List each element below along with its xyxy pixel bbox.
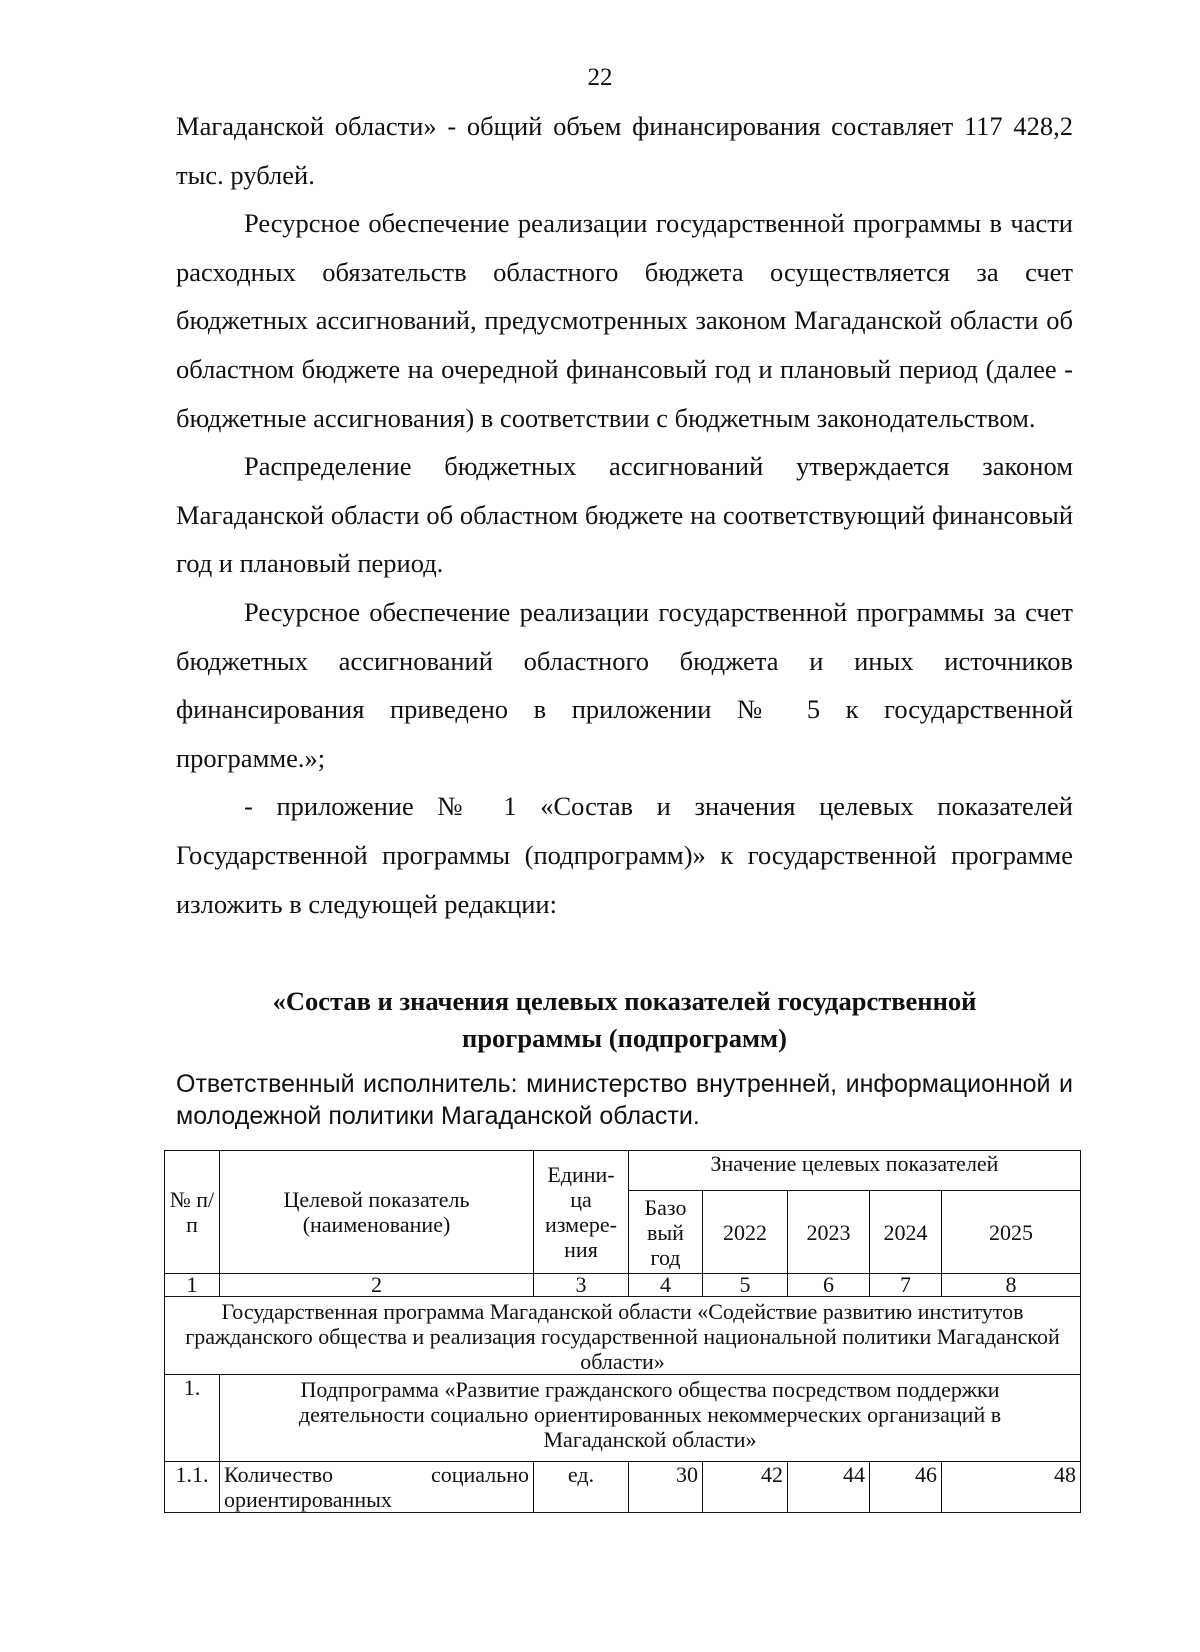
header-unit: Едини-ца измере-ния (534, 1151, 629, 1274)
row-value-2023: 44 (788, 1462, 870, 1513)
header-year: 2024 (870, 1191, 942, 1274)
header-year: 2025 (942, 1191, 1081, 1274)
header-year: 2023 (788, 1191, 870, 1274)
header-indicator: Целевой показатель (наименование) (220, 1151, 534, 1274)
page-number: 22 (587, 64, 613, 91)
header-year: 2022 (703, 1191, 788, 1274)
row-value-2022: 42 (703, 1462, 788, 1513)
responsible-executor: Ответственный исполнитель: министерство внутренней, информационной и молодежной политики Магаданской области. (176, 1070, 1073, 1130)
row-value-2024: 46 (870, 1462, 942, 1513)
row-value-2025: 48 (942, 1462, 1081, 1513)
section-title-line: «Состав и значения целевых показателей государственной (272, 986, 977, 1016)
header-base-year: Базо вый год (629, 1191, 703, 1274)
subprogram-number: 1. (165, 1375, 220, 1462)
row-indicator (220, 1462, 534, 1513)
paragraph: - приложение № 1 «Состав и значения целевых показателей Государственной программы (подпрограмм)» к государственной программе изложить в следующей редакции: (176, 791, 1073, 919)
indicator-text: социально (430, 1462, 529, 1487)
row-base-value: 30 (629, 1462, 703, 1513)
paragraph: Магаданской области» - общий объем финансирования составляет 117 428,2 тыс. рублей. (176, 111, 1073, 190)
section-title-line: программы (подпрограмм) (462, 1023, 787, 1053)
indicators-table (164, 1150, 1081, 1513)
paragraph: Распределение бюджетных ассигнований утверждается законом Магаданской области об областном бюджете на соответствующий финансовый год и плановый период. (176, 451, 1073, 579)
column-number: 2 (220, 1274, 534, 1297)
body-text (176, 102, 1073, 928)
indicator-text: ориентированных (224, 1487, 392, 1512)
header-values-group: Значение целевых показателей (629, 1151, 1081, 1191)
column-number: 4 (629, 1274, 703, 1297)
column-number: 3 (534, 1274, 629, 1297)
column-number: 5 (703, 1274, 788, 1297)
column-number: 6 (788, 1274, 870, 1297)
indicator-text: Количество (224, 1462, 334, 1487)
column-number: 7 (870, 1274, 942, 1297)
row-unit: ед. (534, 1462, 629, 1513)
header-number: № п/п (165, 1151, 220, 1274)
section-title (176, 983, 1073, 1057)
table-row (165, 1462, 1081, 1513)
paragraph: Ресурсное обеспечение реализации государственной программы за счет бюджетных ассигнований областного бюджета и иных источников финансирования приведено в приложении № 5 к государственной программе.»; (176, 596, 1073, 773)
column-number: 8 (942, 1274, 1081, 1297)
row-number: 1.1. (165, 1462, 220, 1513)
program-row: Государственная программа Магаданской области «Содействие развитию институтов гражданского общества и реализация государственной национальной политики Магаданской области» (165, 1297, 1081, 1375)
column-number: 1 (165, 1274, 220, 1297)
subprogram-title: Подпрограмма «Развитие гражданского общества посредством поддержки деятельности социально ориентированных некоммерческих организаций в Магаданской области» (220, 1375, 1081, 1462)
paragraph: Ресурсное обеспечение реализации государственной программы в части расходных обязательств областного бюджета осуществляется за счет бюджетных ассигнований, предусмотренных законом Магаданской области об областном бюджете на очередной финансовый год и плановый период (далее - бюджетные ассигнования) в соответствии с бюджетным законодательством. (176, 208, 1073, 433)
